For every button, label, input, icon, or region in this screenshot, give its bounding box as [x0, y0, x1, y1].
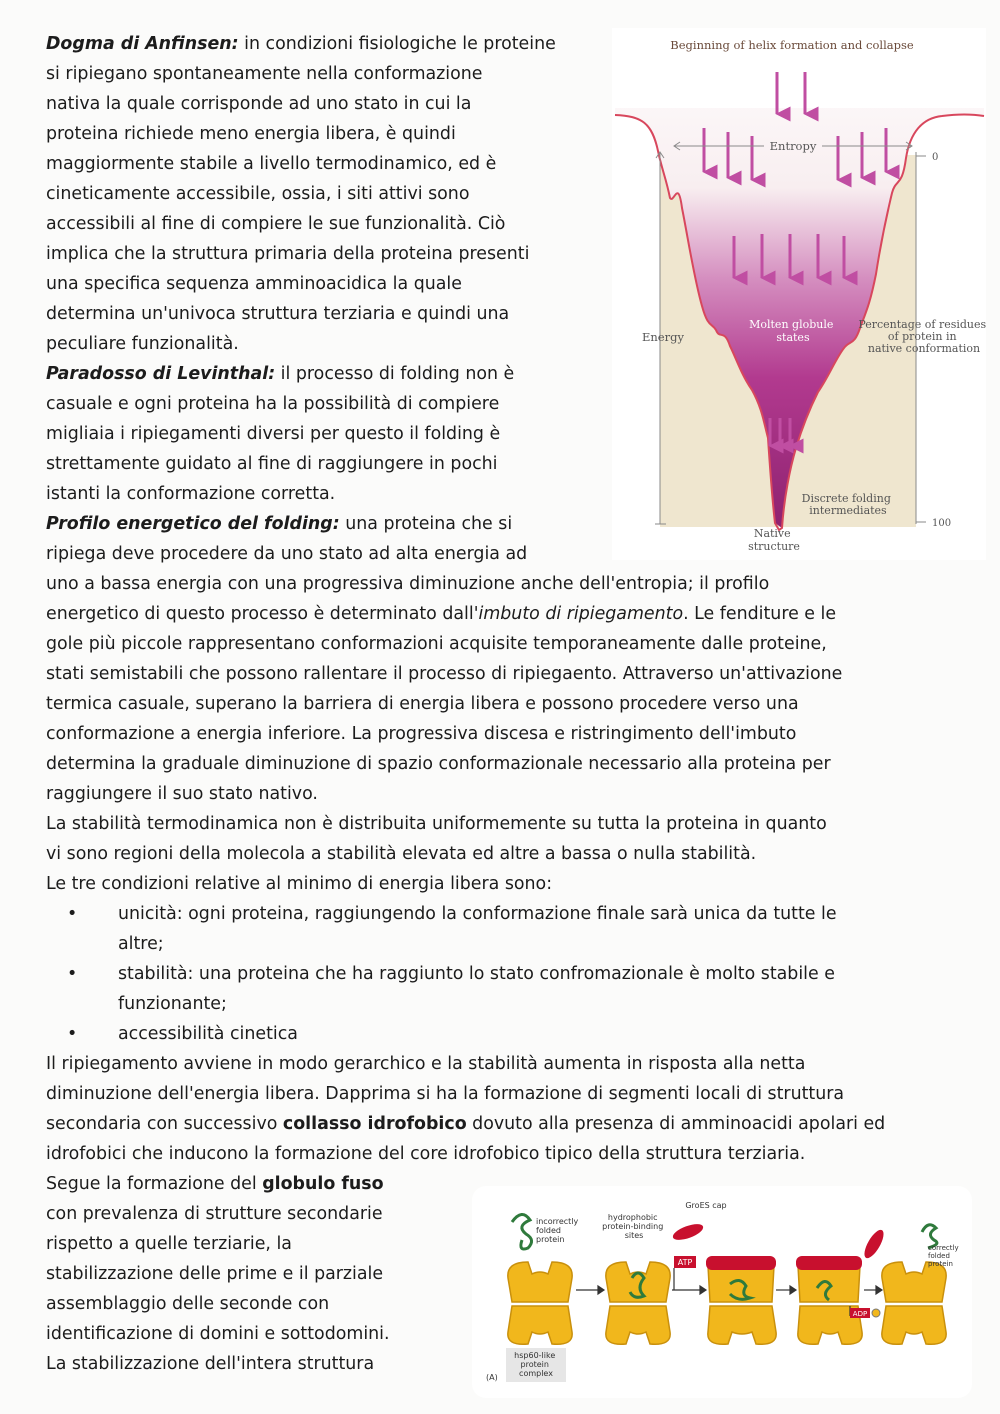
term-molten-globule: globulo fuso: [262, 1174, 384, 1194]
tick-bottom-label: 100: [932, 518, 952, 529]
chaperonin-figure: [472, 1186, 972, 1398]
label-line: hydrophobic: [607, 1213, 658, 1222]
paragraph-stability: [46, 809, 827, 899]
label-line: folded: [928, 1252, 950, 1260]
bullet-dot: •: [67, 1024, 78, 1044]
text-line: gole più piccole rappresentano conformazioni acquisite temporaneamente dalle proteine,: [46, 634, 827, 654]
label-line: complex: [519, 1369, 553, 1378]
phosphate-icon: [872, 1309, 880, 1317]
text-line: nativa la quale corrisponde ad uno stato in cui la: [46, 94, 472, 114]
text-line: cineticamente accessibile, ossia, i siti attivi sono: [46, 184, 470, 204]
text-line: Le tre condizioni relative al minimo di energia libera sono:: [46, 874, 553, 894]
hsp-complex-label: [514, 1351, 558, 1378]
text-line: proteina richiede meno energia libera, è quindi: [46, 124, 456, 144]
text-line: stabilità: una proteina che ha raggiunto lo stato confromazionale è molto stabile e: [118, 964, 835, 984]
groes-cap-label: GroES cap: [685, 1201, 727, 1210]
label-line: folded: [536, 1226, 562, 1235]
label-line: Discrete folding: [801, 492, 891, 505]
term-anfinsen: Dogma di Anfinsen:: [46, 34, 239, 54]
label-line: Molten globule: [749, 318, 834, 331]
text-line: stati semistabili che possono rallentare il processo di ripiegaento. Attraverso un'attivazione: [46, 664, 843, 684]
text-line: si ripiegano spontaneamente nella conformazione: [46, 64, 483, 84]
tick-top-label: 0: [932, 152, 939, 163]
text-line: . Le fenditure e le: [683, 604, 837, 624]
text-line: dovuto alla presenza di amminoacidi apolari ed: [466, 1114, 886, 1134]
text-line: termica casuale, superano la barriera di energia libera e possono procedere verso una: [46, 694, 799, 714]
text-line: istanti la conformazione corretta.: [46, 484, 336, 504]
text-line: una proteina che si: [339, 514, 513, 534]
label-line: native conformation: [867, 342, 981, 355]
bullet-dot: •: [67, 964, 78, 984]
paragraph-hierarchy: [46, 1049, 885, 1169]
text-line: vi sono regioni della molecola a stabilità elevata ed altre a bassa o nulla stabilità.: [46, 844, 757, 864]
text-line: uno a bassa energia con una progressiva diminuzione anche dell'entropia; il profilo: [46, 574, 770, 594]
text-line: accessibilità cinetica: [118, 1024, 298, 1044]
label-line: intermediates: [809, 504, 887, 517]
label-line: Percentage of residues: [858, 318, 986, 331]
folding-funnel-figure: [612, 28, 986, 560]
text-line: stabilizzazione delle prime e il parziale: [46, 1264, 384, 1284]
figure-title: Beginning of helix formation and collapse: [670, 38, 914, 52]
list-item-uniqueness: [118, 899, 837, 959]
label-line: incorrectly: [536, 1217, 579, 1226]
label-line: protein: [536, 1235, 565, 1244]
label-line: correctly: [928, 1244, 959, 1252]
bullet-dot: •: [67, 904, 78, 924]
text-line: ripiega deve procedere da uno stato ad alta energia ad: [46, 544, 528, 564]
text-line: rispetto a quelle terziarie, la: [46, 1234, 292, 1254]
text-line: energetico di questo processo è determinato dall': [46, 604, 479, 624]
text-line: implica che la struttura primaria della proteina presenti: [46, 244, 530, 264]
energy-label: Energy: [642, 330, 684, 344]
atp-label: ATP: [677, 1258, 693, 1267]
text-line: raggiungere il suo stato nativo.: [46, 784, 318, 804]
text-line: conformazione a energia inferiore. La progressiva discesa e ristringimento dell'imbuto: [46, 724, 797, 744]
text-line: Segue la formazione del: [46, 1174, 263, 1194]
label-line: of protein in: [887, 330, 957, 343]
entropy-label: Entropy: [769, 139, 817, 153]
paragraph-molten-globule: [46, 1169, 390, 1379]
text-line: accessibili al fine di compiere le sue funzionalità. Ciò: [46, 214, 506, 234]
text-line: maggiormente stabile a livello termodinamico, ed è: [46, 154, 497, 174]
paragraph-levinthal: [46, 359, 514, 509]
panel-label: (A): [486, 1373, 498, 1382]
native-structure-label: [748, 527, 800, 553]
text-line: peculiare funzionalità.: [46, 334, 239, 354]
label-line: structure: [748, 540, 800, 553]
text-line: con prevalenza di strutture secondarie: [46, 1204, 383, 1224]
text-line: strettamente guidato al fine di raggiungere in pochi: [46, 454, 498, 474]
text-line: diminuzione dell'energia libera. Dapprima si ha la formazione di segmenti locali di struttura: [46, 1084, 845, 1104]
adp-label: ADP: [852, 1310, 868, 1318]
text-line: unicità: ogni proteina, raggiungendo la conformazione finale sarà unica da tutte le: [118, 904, 837, 924]
text-line: La stabilizzazione dell'intera struttura: [46, 1354, 375, 1374]
text-line: secondaria con successivo: [46, 1114, 283, 1134]
label-line: Native: [753, 527, 791, 540]
text-line: determina un'univoca struttura terziaria e quindi una: [46, 304, 510, 324]
paragraph-anfinsen: [46, 29, 556, 359]
term-levinthal: Paradosso di Levinthal:: [46, 364, 276, 384]
label-line: states: [776, 331, 810, 344]
label-line: protein: [520, 1360, 549, 1369]
text-line: una specifica sequenza amminoacidica la quale: [46, 274, 462, 294]
text-line: assemblaggio delle seconde con: [46, 1294, 330, 1314]
text-line: Il ripiegamento avviene in modo gerarchico e la stabilità aumenta in risposta alla netta: [46, 1054, 806, 1074]
label-line: protein: [928, 1260, 953, 1268]
label-line: protein-binding: [602, 1222, 664, 1231]
list-item-accessibility: [118, 1019, 298, 1049]
list-item-stability: [118, 959, 835, 1019]
text-line: il processo di folding non è: [275, 364, 515, 384]
text-line: in condizioni fisiologiche le proteine: [238, 34, 556, 54]
text-line: identificazione di domini e sottodomini.: [46, 1324, 390, 1344]
discrete-intermediates-label: [802, 492, 895, 517]
label-line: sites: [624, 1231, 644, 1240]
text-line: migliaia i ripiegamenti diversi per questo il folding è: [46, 424, 501, 444]
label-line: hsp60-like: [514, 1351, 556, 1360]
text-line: idrofobici che inducono la formazione del core idrofobico tipico della struttura terziaria.: [46, 1144, 806, 1164]
term-folding-funnel: imbuto di ripiegamento: [478, 604, 684, 624]
text-line: casuale e ogni proteina ha la possibilità di compiere: [46, 394, 500, 414]
term-energy-profile: Profilo energetico del folding:: [46, 514, 340, 534]
text-line: funzionante;: [118, 994, 227, 1014]
text-line: La stabilità termodinamica non è distribuita uniformemente su tutta la proteina in quanto: [46, 814, 827, 834]
text-line: determina la graduale diminuzione di spazio conformazionale necessario alla proteina per: [46, 754, 831, 774]
text-line: altre;: [118, 934, 164, 954]
term-hydrophobic-collapse: collasso idrofobico: [282, 1114, 467, 1134]
